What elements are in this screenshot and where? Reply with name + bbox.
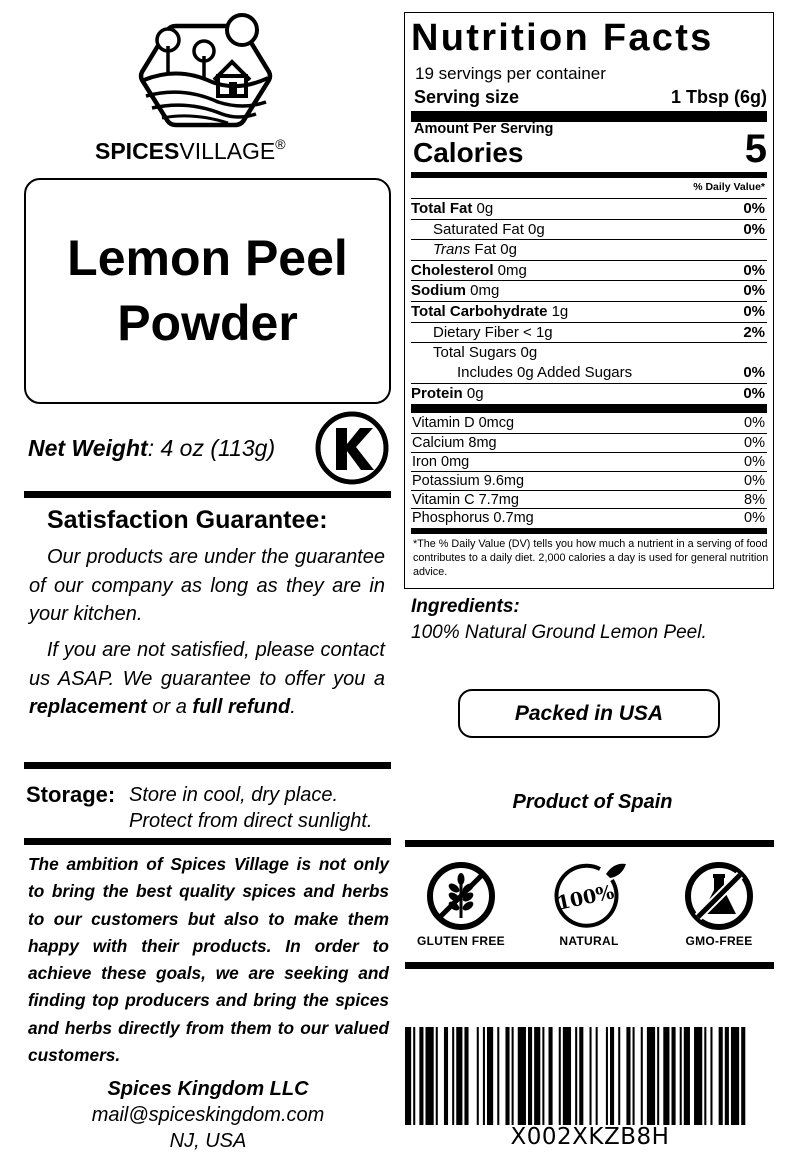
barcode-bar (710, 1027, 712, 1125)
nutrient-name: Includes 0g Added Sugars (457, 363, 633, 381)
vitamin-dv: 0% (744, 472, 765, 489)
nutrient-row (411, 198, 767, 219)
gluten-free-badge (412, 860, 510, 948)
nutrient-name: Dietary Fiber < 1g (433, 323, 553, 341)
nutrient-dv: 0% (743, 282, 765, 300)
barcode-bar (497, 1027, 499, 1125)
gmo-free-badge (667, 860, 771, 948)
medium-bar (411, 528, 767, 534)
vitamin-row (411, 433, 767, 452)
company-name: Spices Kingdom LLC (107, 1078, 309, 1100)
barcode-bar (596, 1027, 598, 1125)
nutrient-row (411, 239, 767, 260)
nutrient-dv: 2% (743, 323, 765, 341)
storage-label: Storage: (26, 782, 116, 807)
vitamin-name: Calcium 8mg (412, 434, 497, 451)
divider (24, 838, 391, 845)
barcode-bar (663, 1027, 669, 1125)
vitamin-dv: 0% (744, 510, 765, 527)
barcode-bar (633, 1027, 635, 1125)
barcode-bar (579, 1027, 583, 1125)
gluten-free-icon (425, 860, 497, 932)
product-origin: Product of Spain (512, 791, 673, 813)
nutrient-dv: 0% (743, 363, 765, 381)
natural-badge (541, 860, 637, 948)
company-location: NJ, USA (169, 1130, 247, 1152)
barcode-bar (575, 1027, 577, 1125)
brand-regular: VILLAGE (179, 138, 276, 164)
barcode-bar (719, 1027, 723, 1125)
divider (24, 491, 391, 498)
barcode-bar (606, 1027, 608, 1125)
guarantee-paragraph-2 (29, 636, 385, 722)
barcode-bar (694, 1027, 702, 1125)
village-logo-icon (138, 10, 273, 135)
replacement-emphasis: replacement (29, 696, 147, 718)
nutrient-row (411, 383, 767, 404)
nutrient-name: Total Carbohydrate 1g (411, 302, 569, 320)
vitamin-name: Vitamin D 0mcg (412, 415, 515, 431)
barcode-bar (452, 1027, 454, 1125)
nutrient-row (411, 363, 767, 384)
barcode-bar (505, 1027, 509, 1125)
gluten-free-label: GLUTEN FREE (417, 934, 505, 948)
vitamin-row (411, 471, 767, 490)
nutrient-row (411, 322, 767, 343)
nutrient-row (411, 260, 767, 281)
vitamin-row (411, 414, 767, 433)
nutrient-row (411, 219, 767, 240)
divider (24, 762, 391, 769)
nutrient-dv: 0% (743, 302, 765, 320)
natural-percent: 100% (555, 881, 617, 915)
vitamin-name: Potassium 9.6mg (412, 472, 525, 489)
barcode-bar (549, 1027, 553, 1125)
nutrient-name: Total Sugars 0g (433, 344, 538, 362)
vitamin-name: Phosphorus 0.7mg (412, 510, 534, 527)
guarantee-title: Satisfaction Guarantee: (47, 506, 328, 534)
brand-bold: SPICES (95, 138, 180, 164)
nutrient-name: Protein 0g (411, 385, 484, 403)
net-weight-value: : 4 oz (113g) (147, 435, 276, 461)
barcode-bar (741, 1027, 745, 1125)
nutrient-rows (411, 198, 767, 404)
kosher-icon (314, 410, 390, 486)
barcode-bar (684, 1027, 690, 1125)
nutrient-dv: 0% (743, 261, 765, 279)
product-title-box (24, 178, 391, 404)
product-name: Lemon Peel Powder (67, 230, 348, 351)
barcode-bar (641, 1027, 643, 1125)
barcode-bar (518, 1027, 526, 1125)
nutrient-name: Trans Fat 0g (433, 241, 517, 259)
barcode-bar (487, 1027, 493, 1125)
barcode-bar (477, 1027, 479, 1125)
barcode-bar (436, 1027, 438, 1125)
serving-size-label: Serving size (414, 87, 520, 107)
barcode-bar (657, 1027, 659, 1125)
company-email: mail@spiceskingdom.com (91, 1104, 325, 1126)
vitamin-rows (411, 414, 767, 527)
amount-per-serving: Amount Per Serving (414, 121, 554, 137)
barcode-bar (528, 1027, 532, 1125)
barcode-bar (483, 1027, 485, 1125)
servings-per-container: 19 servings per container (415, 64, 606, 83)
guarantee-p1-text: Our products are under the guarantee of our company as long as they are in your kitchen. (29, 546, 385, 625)
net-weight-label: Net Weight (28, 435, 148, 461)
gmo-free-flask-icon (683, 860, 755, 932)
vitamin-dv: 8% (744, 491, 765, 508)
ambition-statement: The ambition of Spices Village is not only to bring the best quality spices and herbs to our customers but also to make them happy with their products. In order to achieve these goals, we are seeking and finding top producers and bring the spices and herbs directly from them to our valued customers. (28, 854, 389, 1066)
calories-value: 5 (744, 127, 767, 171)
barcode-bar (647, 1027, 655, 1125)
barcode-bar (618, 1027, 620, 1125)
nutrient-row (411, 280, 767, 301)
divider (405, 840, 774, 847)
storage-line-1: Store in cool, dry place. (129, 784, 338, 806)
vitamin-dv: 0% (744, 453, 765, 470)
calories-label: Calories (413, 137, 524, 168)
brand-name (95, 138, 286, 165)
barcode-bar (464, 1027, 468, 1125)
barcode-bar (512, 1027, 514, 1125)
barcode-bar (456, 1027, 462, 1125)
nutrient-name: Sodium 0mg (411, 282, 500, 300)
nutrition-title: Nutrition Facts (411, 17, 714, 59)
vitamin-dv: 0% (744, 434, 765, 451)
storage-line-2: Protect from direct sunlight. (129, 810, 373, 832)
barcode-bar (680, 1027, 682, 1125)
nutrient-name: Cholesterol 0mg (411, 261, 527, 279)
medium-bar (411, 172, 767, 178)
guarantee-p2-end: . (290, 696, 296, 718)
gmo-free-label: GMO-FREE (685, 934, 753, 948)
registered-mark: ® (275, 136, 286, 152)
guarantee-paragraph-1 (29, 543, 385, 629)
barcode-bar (704, 1027, 706, 1125)
nutrition-facts-panel (404, 12, 774, 589)
serving-size (414, 87, 767, 108)
barcode-icon (405, 1027, 775, 1125)
barcode-bar (426, 1027, 434, 1125)
net-weight (28, 435, 275, 462)
nutrient-name: Saturated Fat 0g (433, 220, 545, 238)
barcode-bar (542, 1027, 544, 1125)
serving-size-value: 1 Tbsp (6g) (670, 87, 767, 107)
nutrient-name: Total Fat 0g (411, 200, 494, 217)
vitamin-row (411, 490, 767, 509)
daily-value-header: % Daily Value* (693, 181, 765, 193)
full-refund-emphasis: full refund (192, 696, 291, 718)
natural-label: NATURAL (559, 934, 619, 948)
vitamin-name: Iron 0mg (412, 453, 470, 470)
barcode-bar (563, 1027, 571, 1125)
barcode-bar (559, 1027, 561, 1125)
natural-leaf-icon (550, 860, 628, 932)
ingredients-text: 100% Natural Ground Lemon Peel. (411, 622, 707, 643)
vitamin-row (411, 508, 767, 527)
thick-bar (411, 404, 767, 413)
company-info (44, 1076, 372, 1154)
vitamin-dv: 0% (744, 415, 765, 431)
nutrient-row (411, 301, 767, 322)
barcode-bar (725, 1027, 729, 1125)
barcode-bar (444, 1027, 448, 1125)
vitamin-row (411, 452, 767, 471)
vitamin-name: Vitamin C 7.7mg (412, 491, 519, 508)
barcode-bar (405, 1027, 411, 1125)
barcode-bar (731, 1027, 739, 1125)
barcode-bar (626, 1027, 630, 1125)
nutrient-row (411, 342, 767, 363)
barcode-number: X002XKZB8H (510, 1124, 670, 1150)
barcode-bar (590, 1027, 592, 1125)
daily-value-footnote: *The % Daily Value (DV) tells you how much a nutrient in a serving of food contributes to a daily diet. 2,000 calories a day is used for general nutrition advice. (413, 538, 769, 579)
nutrient-dv: 0% (743, 385, 765, 403)
nutrient-dv: 0% (743, 200, 765, 217)
barcode-bar (534, 1027, 540, 1125)
ingredients-label: Ingredients: (411, 596, 520, 617)
barcode-bar (672, 1027, 676, 1125)
barcode-bar (413, 1027, 415, 1125)
barcode-bar (610, 1027, 614, 1125)
nutrient-dv: 0% (743, 220, 765, 238)
divider (405, 962, 774, 969)
guarantee-p2-text: If you are not satisfied, please contact us ASAP. We guarantee to offer you a (29, 639, 385, 690)
barcode-bar (419, 1027, 423, 1125)
packed-in-usa-badge: Packed in USA (458, 689, 720, 738)
guarantee-p2-or: or a (146, 696, 193, 718)
